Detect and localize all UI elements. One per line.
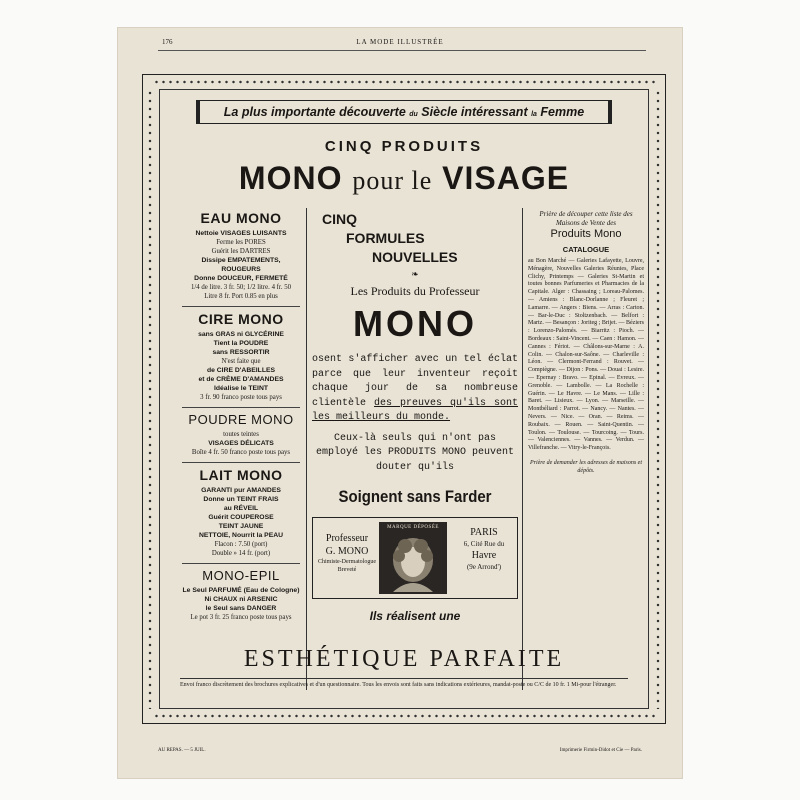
- professor-box: [312, 517, 518, 599]
- column-divider-right: [522, 208, 523, 690]
- woman-portrait-icon: [379, 530, 447, 592]
- product-price: Litre 8 fr. Port 0.85 en plus: [204, 293, 278, 300]
- product-line: sans GRAS ni GLYCÉRINE: [198, 331, 284, 338]
- advertisement-frame: [142, 74, 666, 724]
- retailers-outro: Prière de demander les adresses de maisons et dépôts.: [529, 459, 643, 474]
- product-line: de CIRE D'ABEILLES: [206, 367, 276, 374]
- product-line: toutes teintes: [223, 431, 259, 438]
- headline-visage: VISAGE: [442, 160, 570, 196]
- soignent-sans-farder: Soignent sans Farder: [338, 487, 492, 506]
- product-line: VISAGES DÉLICATS: [208, 440, 274, 447]
- headline-pour-le: pour le: [352, 166, 433, 195]
- product-line: sans RESSORTIR: [212, 349, 270, 356]
- body-paragraph-1: [312, 353, 518, 426]
- prof-subtitle: Chimiste-Dermatologue: [318, 559, 376, 565]
- product-eau-mono: [182, 206, 300, 307]
- banner-text-1: La plus importante découverte: [223, 105, 410, 119]
- product-line: Tient la POUDRE: [213, 340, 269, 347]
- product-name: POUDRE MONO: [188, 412, 294, 427]
- product-line: N'est faite que: [221, 358, 261, 365]
- address-arrondissement: (9e Arrond'): [466, 563, 502, 571]
- product-line: Idéalise le TEINT: [213, 385, 269, 392]
- trademark-portrait-image: [379, 522, 447, 594]
- address-street2: Havre: [471, 550, 497, 561]
- realisent-text: Ils réalisent une: [369, 609, 461, 623]
- address-block: [453, 526, 515, 572]
- product-line: TEINT JAUNE: [218, 523, 264, 530]
- product-price: 3 fr. 90 franco poste tous pays: [200, 394, 282, 401]
- product-line: au RÉVEIL: [223, 505, 259, 512]
- product-line: Donne DOUCEUR, FERMETÉ: [194, 275, 288, 282]
- cinq-produits-heading: CINQ PRODUITS: [324, 138, 484, 155]
- banner-small-du: du: [409, 111, 418, 118]
- product-line: NETTOIE, Nourrit la PEAU: [198, 532, 284, 539]
- product-mono-epil: [182, 564, 300, 627]
- product-line: et de CRÈME D'AMANDES: [198, 376, 284, 383]
- product-cire-mono: [182, 307, 300, 408]
- footer-left: AU REPAS. — 5 JUIL.: [158, 748, 206, 753]
- product-line: Ni CHAUX ni ARSENIC: [204, 596, 278, 603]
- para1-underlined: des preuves qu'ils sont les meilleurs du monde.: [312, 397, 518, 423]
- address-city: PARIS: [470, 527, 498, 538]
- formules-text: FORMULES: [346, 230, 425, 246]
- page-number: 176: [162, 38, 173, 46]
- page-footer: [158, 748, 642, 753]
- prof-name: G. MONO: [325, 546, 369, 557]
- retailers-intro: [528, 210, 644, 239]
- ornament-border-top: [153, 79, 655, 85]
- product-name: CIRE MONO: [198, 311, 284, 327]
- product-price: Flacon : 7.50 (port): [214, 541, 268, 548]
- product-line: Nettoie VISAGES LUISANTS: [195, 230, 287, 237]
- banner-small-la: la: [531, 111, 537, 118]
- intro-text: Prière de découper cette liste des Maisons de Vente des: [539, 210, 633, 227]
- product-line: GARANTI pur AMANDES: [201, 487, 281, 494]
- marque-deposee-label: MARQUE DÉPOSÉE: [387, 525, 439, 530]
- ornament-border-left: [147, 89, 153, 709]
- banner-text-2: Siècle intéressant: [417, 105, 532, 119]
- headline-mono: MONO: [238, 160, 343, 196]
- produits-mono-heading: Produits Mono: [550, 228, 622, 240]
- product-name: EAU MONO: [200, 210, 282, 226]
- top-banner: [196, 100, 612, 124]
- nouvelles-text: NOUVELLES: [372, 249, 458, 265]
- product-poudre-mono: [182, 408, 300, 463]
- product-price: Boîte 4 fr. 50 franco poste tous pays: [191, 449, 291, 456]
- product-price: Le pot 3 fr. 25 franco poste tous pays: [190, 614, 292, 621]
- prof-title: Professeur: [325, 533, 369, 544]
- product-line: Donne un TEINT FRAIS: [203, 496, 279, 503]
- products-column: [182, 206, 300, 627]
- header-rule: [158, 50, 646, 51]
- main-headline: [160, 160, 648, 197]
- product-line: Le Seul PARFUMÉ (Eau de Cologne): [182, 587, 300, 594]
- esthetique-parfaite-heading: ESTHÉTIQUE PARFAITE: [243, 646, 565, 672]
- banner-text-3: Femme: [536, 105, 585, 119]
- professor-name-block: [317, 532, 377, 574]
- catalogue-heading: CATALOGUE: [562, 245, 610, 254]
- para1-text: osent s'afficher avec un tel éclat parce que leur inventeur reçoit chaque jour de sa nombreuse clientèle: [312, 354, 518, 409]
- advertisement-inner: [159, 89, 649, 709]
- product-price: Double » 14 fr. (port): [211, 550, 271, 557]
- product-line: Dissipe EMPATEMENTS, ROUGEURS: [201, 257, 281, 273]
- product-line: Guérit COUPEROSE: [208, 514, 274, 521]
- running-header: [118, 38, 682, 52]
- ornament-divider: ❧: [411, 269, 419, 279]
- retailers-column: [528, 210, 644, 475]
- address-street: 6, Cité Rue du: [463, 540, 505, 548]
- ornament-border-right: [655, 89, 661, 709]
- prof-breveté: Breveté: [337, 567, 357, 573]
- product-lait-mono: [182, 463, 300, 564]
- center-column: [312, 210, 518, 623]
- mono-title: MONO: [353, 303, 477, 344]
- ornament-border-bottom: [153, 713, 655, 719]
- cinq-formules-heading: [322, 210, 518, 267]
- running-title: LA MODE ILLUSTRÉE: [356, 38, 444, 46]
- product-name: MONO-EPIL: [202, 568, 280, 583]
- product-price: 1/4 de litre. 3 fr. 50; 1/2 litre. 4 fr. 50: [190, 284, 292, 291]
- footer-printer: Imprimerie Firmin-Didot et Cie — Paris.: [559, 748, 642, 753]
- body-paragraph-2: Ceux-là seuls qui n'ont pas employé les PRODUITS MONO peuvent douter qu'ils: [315, 432, 515, 473]
- column-divider-left: [306, 208, 307, 690]
- les-produits-text: Les Produits du Professeur: [350, 284, 480, 298]
- product-line: Ferme les PORES: [216, 239, 266, 246]
- product-line: Guérit les DARTRES: [211, 248, 271, 255]
- retailers-listing: au Bon Marché — Galeries Lafayette, Louvre, Ménagère, Nouvelles Galeries Réunies, Place Clichy, Printemps — Galeries St-Martin et toutes bonnes Parfumeries et Pharmacies de la Capitale. Alger : Chassaing ; Loreau-Palomes. — Amiens : Blanc-Dorlanne ; Fleuret ; Lamarre. — Angers : Biens. — Arras : Carton. — Bar-le-Duc : Stoltzenbach. — Belfort : Martz. — Besançon : Joriteg ; Brijet. — Béziers : Lorenzo-Palomés. — Biarritz : Pioch. — Bordeaux : Saint-Vincent. — Caen : Hamon. — Cannes : Fériot. — Châlons-sur-Marne : A. Colin. — Chalon-sur-Saône. — Charleville : Léon. — Clermont-Ferrand : Rouvet. — Compiègne. — Dijon : Pons. — Douai : Lesire. — Epernay : Bravo. — Epinal. — Evreux. — Grenoble. — Lambolle. — La Rochelle : Guérin. — Le Havre. — Le Mans. — Lille : Baret. — Lisieux. — Lyon. — Marseille. — Montbéliard : Parrot. — Nancy. — Nantes. — Nevers. — Nice. — Oran. — Reims. — Roubaix. — Rouen. — Saint-Quentin. — Toulon. — Toulouse. — Tourcoing. — Tours. — Valenciennes. — Vannes. — Verdun. — Villefranche. — Vitry-le-François.: [528, 258, 644, 452]
- cinq-text: CINQ: [322, 211, 357, 227]
- envoi-footnote: Envoi franco discrètement des brochures explicatives et d'un questionnaire. Tous les envois sont faits sans indications extérieures, mandat-poste ou C/C de 10 fr. 1 Mi-pour l'étranger.: [180, 678, 628, 688]
- magazine-page: [118, 28, 682, 778]
- product-name: LAIT MONO: [199, 467, 283, 483]
- product-line: le Seul sans DANGER: [205, 605, 277, 612]
